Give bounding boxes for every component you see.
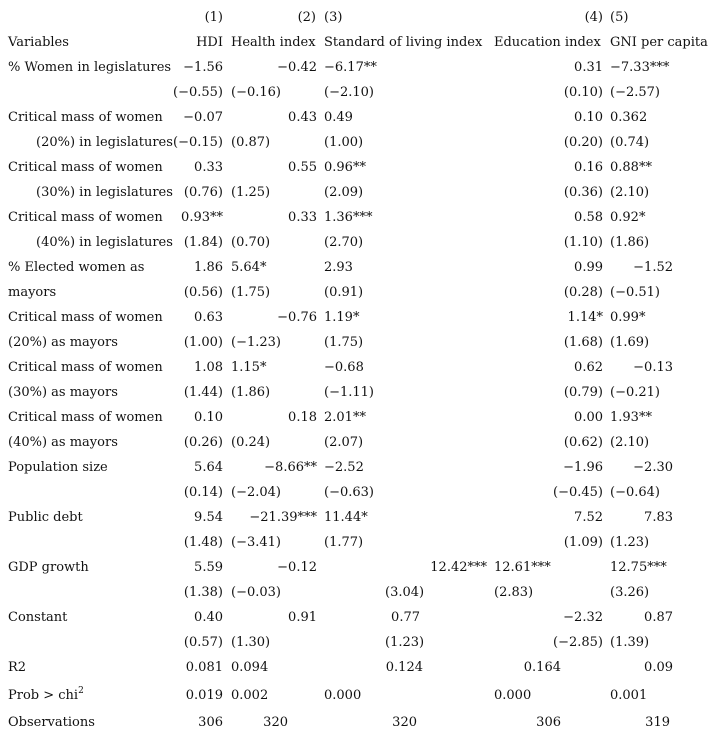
table-cell-c4: 0.58	[574, 210, 603, 225]
table-cell-c1: 0.081	[185, 660, 223, 675]
table-cell-c4: 0.31	[574, 60, 603, 75]
table-cell-c5: 0.001	[610, 688, 648, 703]
table-cell-c1: 0.93**	[181, 210, 223, 225]
table-cell-c1: (1.84)	[183, 235, 223, 250]
table-cell-c1: 0.33	[194, 160, 223, 175]
table-cell-c2: −0.12	[277, 560, 317, 575]
table-cell-c5: (1.69)	[610, 335, 650, 350]
table-cell-c5: 0.99*	[610, 310, 646, 325]
table-cell-c5: (−0.21)	[610, 385, 660, 400]
table-cell-c2: 0.33	[288, 210, 317, 225]
variables-header: Variables	[8, 35, 69, 50]
table-cell-c5: (−0.51)	[610, 285, 660, 300]
row-label: Critical mass of women	[8, 210, 163, 225]
table-cell-c2: (−0.03)	[231, 585, 281, 600]
table-cell-c3: −2.52	[324, 460, 364, 475]
table-cell-c4: −1.96	[563, 460, 603, 475]
table-cell-c1: −1.56	[183, 60, 223, 75]
table-cell-c5: (1.86)	[610, 235, 650, 250]
table-cell-c3: (2.07)	[324, 435, 364, 450]
table-cell-c2: 0.094	[231, 660, 269, 675]
table-cell-c2: −8.66**	[264, 460, 317, 475]
table-cell-c1: (1.44)	[183, 385, 223, 400]
table-cell-c5: 1.93**	[610, 410, 652, 425]
table-cell-c3: −6.17**	[324, 60, 377, 75]
table-cell-c3: 2.93	[324, 260, 353, 275]
col-num-4: (4)	[584, 10, 603, 25]
table-cell-c3: 1.36***	[324, 210, 373, 225]
table-cell-c4: 0.10	[574, 110, 603, 125]
table-cell-c4: (2.83)	[494, 585, 534, 600]
table-cell-c3: 0.96**	[324, 160, 366, 175]
table-cell-c1: 0.019	[185, 688, 223, 703]
table-cell-c4: (0.36)	[563, 185, 603, 200]
table-cell-c2: 5.64*	[231, 260, 267, 275]
table-cell-c3: (−0.63)	[324, 485, 374, 500]
table-cell-c1: (0.26)	[183, 435, 223, 450]
table-cell-c2: (−3.41)	[231, 535, 281, 550]
table-cell-c1: 1.86	[194, 260, 223, 275]
table-cell-c2: (0.70)	[231, 235, 271, 250]
table-cell-c3: (−1.11)	[324, 385, 374, 400]
table-cell-c4: 0.164	[523, 660, 561, 675]
col-num-1: (1)	[204, 10, 223, 25]
superscript: 2	[78, 686, 84, 696]
table-cell-c3: 1.19*	[324, 310, 360, 325]
col-num-2: (2)	[297, 10, 316, 25]
table-cell-c2: 0.91	[288, 610, 317, 625]
table-cell-c4: 0.99	[574, 260, 603, 275]
table-cell-c3: 0.000	[324, 688, 362, 703]
table-cell-c2: (1.75)	[231, 285, 271, 300]
table-cell-c1: (1.00)	[183, 335, 223, 350]
table-cell-c3: (3.04)	[385, 585, 425, 600]
col-num-5: (5)	[610, 10, 629, 25]
row-label: Constant	[8, 610, 68, 625]
row-label: Critical mass of women	[8, 410, 163, 425]
row-label: % Elected women as	[8, 260, 145, 275]
table-cell-c5: 319	[645, 715, 670, 730]
table-cell-c1: 0.63	[194, 310, 223, 325]
table-cell-c2: (−2.04)	[231, 485, 281, 500]
table-cell-c3: (0.91)	[324, 285, 364, 300]
table-cell-c5: 0.362	[610, 110, 648, 125]
row-label: (20%) in legislatures	[36, 135, 173, 150]
table-cell-c1: 5.64	[194, 460, 223, 475]
table-cell-c5: 0.92*	[610, 210, 646, 225]
table-cell-c3: (2.70)	[324, 235, 364, 250]
table-cell-c5: 0.09	[644, 660, 673, 675]
table-cell-c4: 7.52	[574, 510, 603, 525]
row-label: (40%) as mayors	[8, 435, 118, 450]
row-label: (40%) in legislatures	[36, 235, 173, 250]
table-cell-c2: (−1.23)	[231, 335, 281, 350]
table-cell-c1: (0.14)	[183, 485, 223, 500]
table-cell-c5: 7.83	[644, 510, 673, 525]
table-cell-c1: −0.07	[183, 110, 223, 125]
table-cell-c2: 1.15*	[231, 360, 267, 375]
table-cell-c1: 0.40	[194, 610, 223, 625]
table-cell-c1: (0.76)	[183, 185, 223, 200]
table-cell-c4: 1.14*	[567, 310, 603, 325]
table-cell-c4: (0.28)	[563, 285, 603, 300]
table-cell-c4: 0.000	[494, 688, 532, 703]
table-cell-c5: 0.88**	[610, 160, 652, 175]
table-cell-c5: (2.10)	[610, 435, 650, 450]
table-cell-c3: −0.68	[324, 360, 364, 375]
table-cell-c2: 0.43	[288, 110, 317, 125]
table-cell-c4: (0.10)	[563, 85, 603, 100]
table-cell-c2: (0.87)	[231, 135, 271, 150]
table-cell-c1: (0.57)	[183, 635, 223, 650]
table-cell-c2: (1.25)	[231, 185, 271, 200]
table-cell-c3: 2.01**	[324, 410, 366, 425]
row-label: (20%) as mayors	[8, 335, 118, 350]
table-cell-c2: 0.55	[288, 160, 317, 175]
table-cell-c1: 5.59	[194, 560, 223, 575]
row-label: Prob > chi$^2$	[8, 686, 84, 703]
table-cell-c1: 1.08	[194, 360, 223, 375]
col-name-2: Health index	[231, 35, 316, 50]
row-label: Critical mass of women	[8, 110, 163, 125]
row-label: Public debt	[8, 510, 83, 525]
table-cell-c4: (0.79)	[563, 385, 603, 400]
row-label: Critical mass of women	[8, 160, 163, 175]
table-cell-c2: 320	[263, 715, 288, 730]
table-cell-c2: 0.18	[288, 410, 317, 425]
table-cell-c4: 0.62	[574, 360, 603, 375]
row-label: mayors	[8, 285, 57, 300]
col-name-3: Standard of living index	[324, 35, 483, 50]
table-cell-c4: (0.20)	[563, 135, 603, 150]
row-label: Critical mass of women	[8, 310, 163, 325]
table-cell-c2: (1.86)	[231, 385, 271, 400]
table-cell-c5: −2.30	[633, 460, 673, 475]
col-name-5: GNI per capita	[610, 35, 708, 50]
table-cell-c2: (1.30)	[231, 635, 271, 650]
row-label: GDP growth	[8, 560, 89, 575]
table-cell-c5: 12.75***	[610, 560, 667, 575]
col-name-4: Education index	[494, 35, 601, 50]
table-cell-c4: (1.10)	[563, 235, 603, 250]
col-name-1: HDI	[196, 35, 223, 50]
table-cell-c4: 306	[536, 715, 561, 730]
table-cell-c4: (−0.45)	[553, 485, 603, 500]
table-cell-c4: 0.16	[574, 160, 603, 175]
table-cell-c2: −21.39***	[249, 510, 317, 525]
table-cell-c4: (−2.85)	[553, 635, 603, 650]
table-cell-c4: (1.68)	[563, 335, 603, 350]
table-cell-c1: (0.56)	[183, 285, 223, 300]
table-cell-c3: (−2.10)	[324, 85, 374, 100]
table-cell-c1: 9.54	[194, 510, 223, 525]
table-cell-c3: (1.77)	[324, 535, 364, 550]
table-cell-c5: −7.33***	[610, 60, 670, 75]
table-cell-c5: (1.23)	[610, 535, 650, 550]
table-cell-c1: 306	[198, 715, 223, 730]
table-cell-c4: −2.32	[563, 610, 603, 625]
table-cell-c4: 0.00	[574, 410, 603, 425]
table-cell-c3: (1.23)	[385, 635, 425, 650]
table-cell-c1: (−0.15)	[173, 135, 223, 150]
table-cell-c4: 12.61***	[494, 560, 551, 575]
table-cell-c2: (0.24)	[231, 435, 271, 450]
table-cell-c1: (1.48)	[183, 535, 223, 550]
table-cell-c3: 320	[392, 715, 417, 730]
table-cell-c5: −1.52	[633, 260, 673, 275]
table-cell-c3: 0.77	[391, 610, 420, 625]
row-label: Population size	[8, 460, 108, 475]
col-num-3: (3)	[324, 10, 343, 25]
table-cell-c2: −0.76	[277, 310, 317, 325]
table-cell-c5: −0.13	[633, 360, 673, 375]
row-label: Observations	[8, 715, 95, 730]
table-cell-c3: 0.124	[385, 660, 423, 675]
table-cell-c5: (−2.57)	[610, 85, 660, 100]
table-cell-c5: (1.39)	[610, 635, 650, 650]
table-cell-c3: (2.09)	[324, 185, 364, 200]
table-cell-c2: 0.002	[231, 688, 269, 703]
table-cell-c5: (0.74)	[610, 135, 650, 150]
row-label: (30%) in legislatures	[36, 185, 173, 200]
table-cell-c5: (−0.64)	[610, 485, 660, 500]
table-cell-c1: 0.10	[194, 410, 223, 425]
table-cell-c1: (1.38)	[183, 585, 223, 600]
row-label: Critical mass of women	[8, 360, 163, 375]
table-cell-c3: 12.42***	[430, 560, 487, 575]
table-cell-c3: 0.49	[324, 110, 353, 125]
row-label: % Women in legislatures	[8, 60, 172, 75]
table-cell-c5: (3.26)	[610, 585, 650, 600]
table-cell-c5: (2.10)	[610, 185, 650, 200]
table-cell-c2: (−0.16)	[231, 85, 281, 100]
table-cell-c1: (−0.55)	[173, 85, 223, 100]
table-cell-c3: (1.00)	[324, 135, 364, 150]
table-cell-c4: (1.09)	[563, 535, 603, 550]
row-label: R2	[8, 660, 27, 675]
table-cell-c2: −0.42	[277, 60, 317, 75]
table-cell-c4: (0.62)	[563, 435, 603, 450]
table-cell-c3: 11.44*	[324, 510, 368, 525]
table-cell-c5: 0.87	[644, 610, 673, 625]
row-label: (30%) as mayors	[8, 385, 118, 400]
table-cell-c3: (1.75)	[324, 335, 364, 350]
